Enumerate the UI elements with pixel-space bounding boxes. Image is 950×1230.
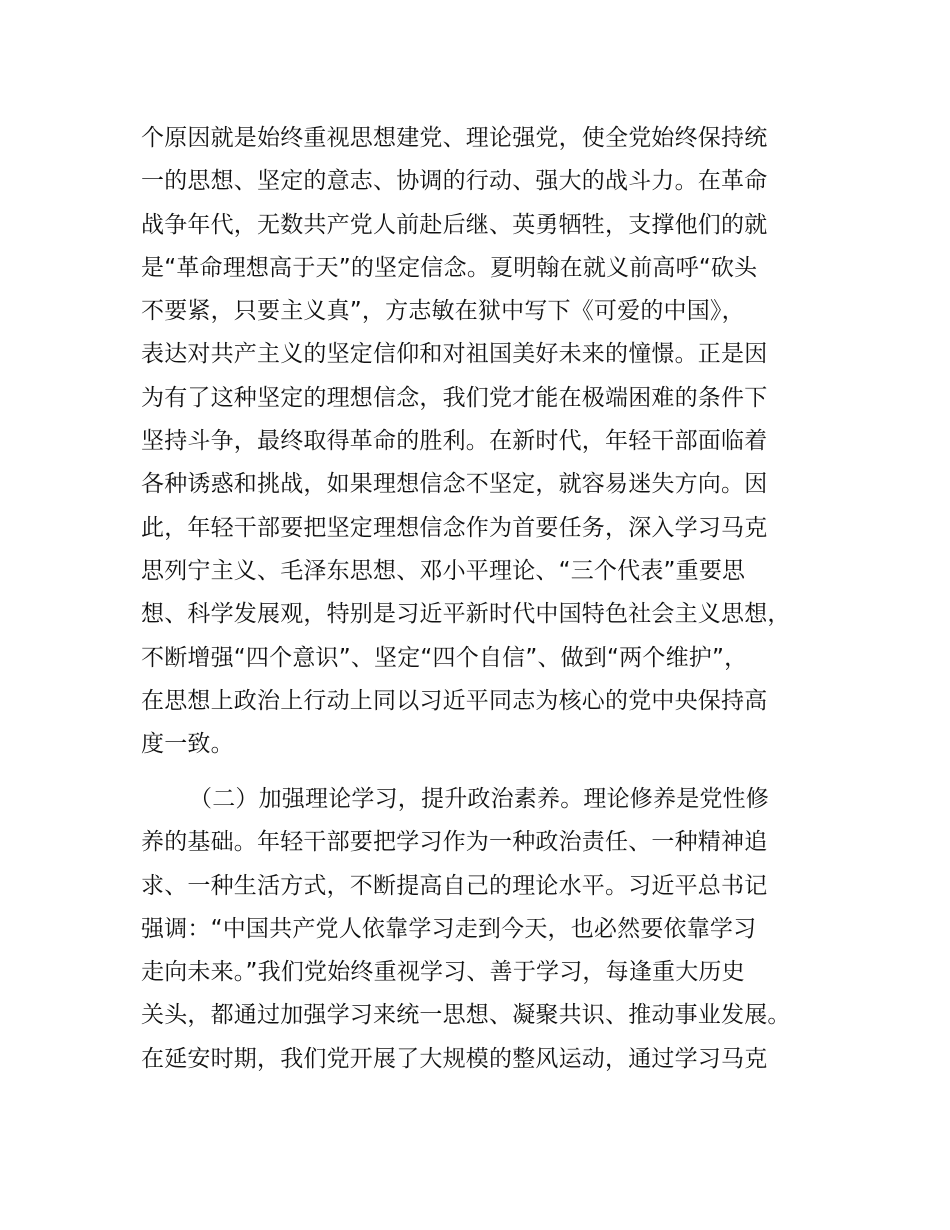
paragraph-line: 是“革命理想高于天”的坚定信念。夏明翰在就义前高呼“砍头	[141, 254, 758, 281]
paragraph-line: 想、科学发展观，特别是习近平新时代中国特色社会主义思想，	[141, 601, 791, 628]
paragraph-line: 强调：“中国共产党人依靠学习走到今天，也必然要依靠学习	[141, 915, 757, 942]
paragraph-2	[141, 778, 841, 1081]
paragraph-line: 各种诱惑和挑战，如果理想信念不坚定，就容易迷失方向。因	[141, 471, 768, 498]
paragraph-line: 不断增强“四个意识”、坚定“四个自信”、做到“两个维护”，	[141, 644, 748, 671]
paragraph-line: 此，年轻干部要把坚定理想信念作为首要任务，深入学习马克	[141, 514, 768, 541]
paragraph-line: 一的思想、坚定的意志、协调的行动、强大的战斗力。在革命	[141, 168, 768, 195]
paragraph-line: 在延安时期，我们党开展了大规模的整风运动，通过学习马克	[141, 1045, 768, 1072]
paragraph-line: 思列宁主义、毛泽东思想、邓小平理论、“三个代表”重要思	[141, 557, 746, 584]
paragraph-line: 坚持斗争，最终取得革命的胜利。在新时代，年轻干部面临着	[141, 428, 768, 455]
paragraph-line: 在思想上政治上行动上同以习近平同志为核心的党中央保持高	[141, 687, 768, 714]
paragraph-line: 为有了这种坚定的理想信念，我们党才能在极端困难的条件下	[141, 384, 768, 411]
paragraph-line: （二）加强理论学习，提升政治素养。理论修养是党性修	[189, 786, 769, 812]
paragraph-line: 求、一种生活方式，不断提高自己的理论水平。习近平总书记	[141, 872, 768, 899]
paragraph-line: 不要紧，只要主义真”，方志敏在狱中写下《可爱的中国》，	[141, 298, 745, 325]
paragraph-1	[141, 117, 841, 766]
paragraph-line: 养的基础。年轻干部要把学习作为一种政治责任、一种精神追	[141, 829, 768, 856]
paragraph-line: 表达对共产主义的坚定信仰和对祖国美好未来的憧憬。正是因	[141, 341, 768, 368]
paragraph-line: 关头，都通过加强学习来统一思想、凝聚共识、推动事业发展。	[141, 1002, 791, 1029]
paragraph-line: 度一致。	[141, 731, 234, 758]
paragraph-line: 走向未来。”我们党始终重视学习、善于学习，每逢重大历史	[141, 959, 745, 986]
paragraph-line: 个原因就是始终重视思想建党、理论强党，使全党始终保持统	[141, 125, 768, 151]
paragraph-line: 战争年代，无数共产党人前赴后继、英勇牺牲，支撑他们的就	[141, 211, 768, 238]
